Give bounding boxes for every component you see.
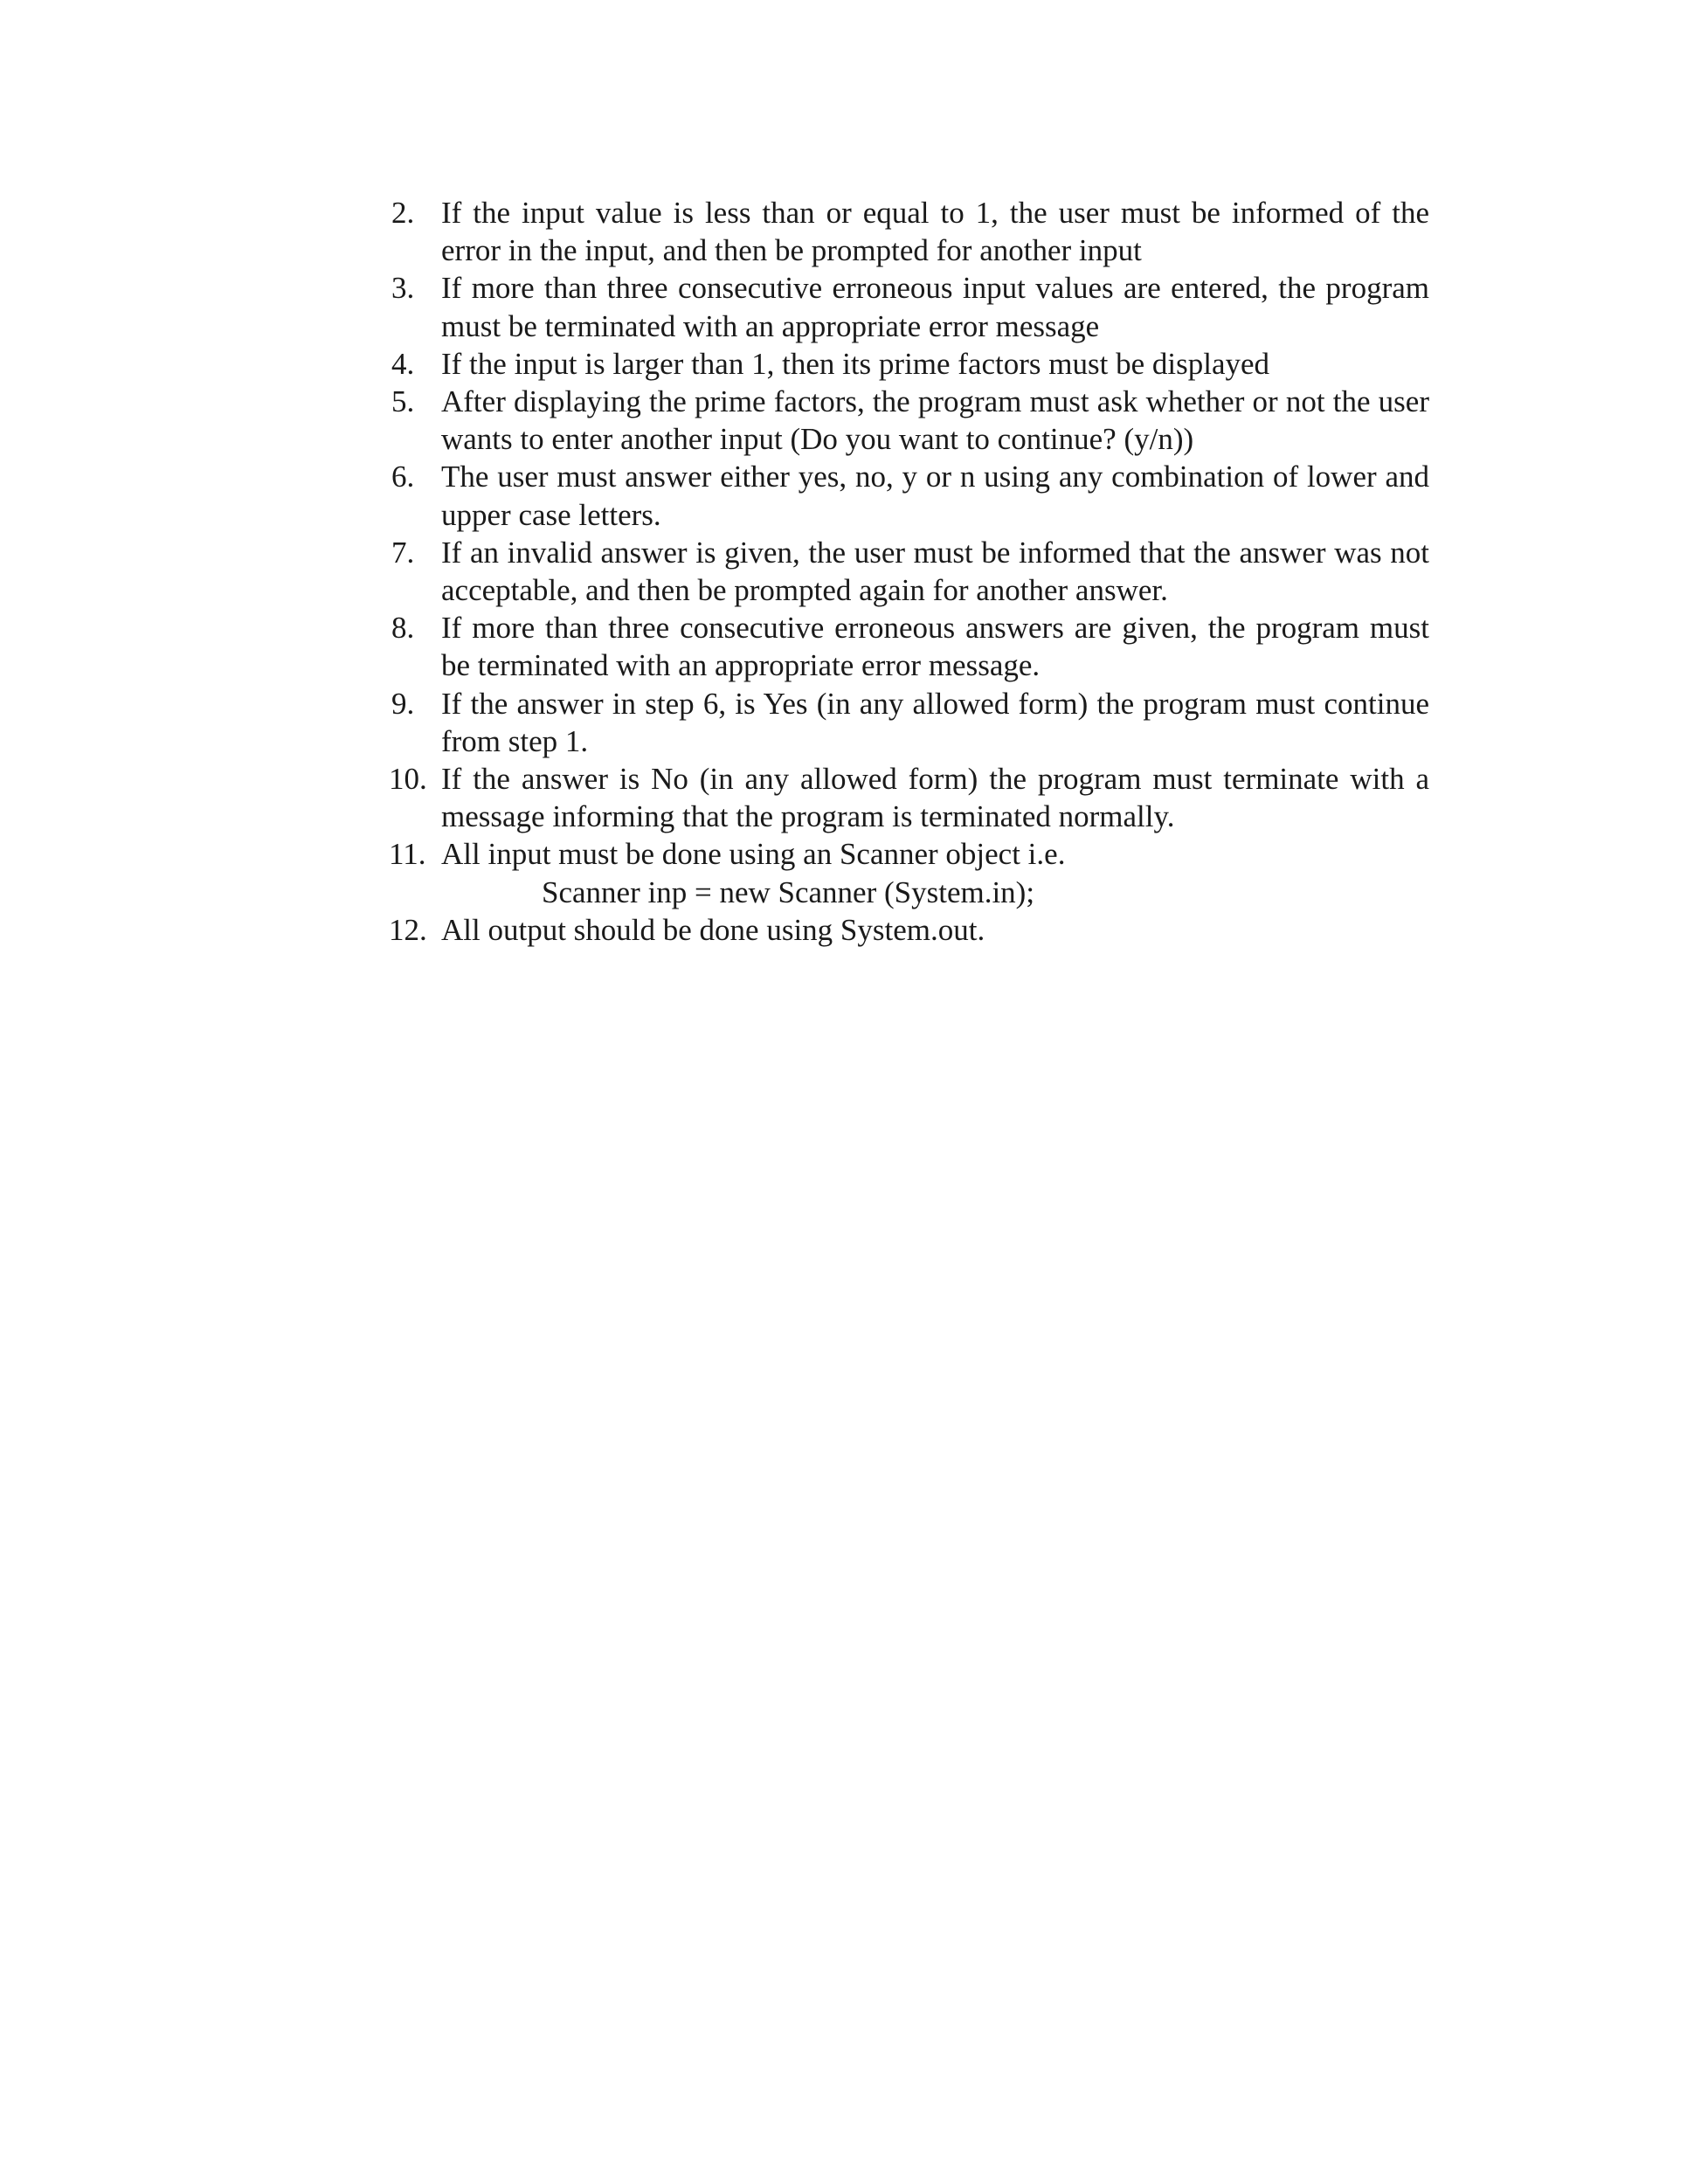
list-item-12 — [391, 911, 1429, 949]
item-number: 5. — [391, 384, 415, 419]
code-snippet: Scanner inp = new Scanner (System.in); — [542, 874, 1035, 909]
list-item-7 — [391, 534, 1429, 609]
item-text: If more than three consecutive erroneous input values are entered, the program must be terminated with an appropriate error message — [441, 271, 1429, 343]
item-text: All input must be done using an Scanner object i.e. — [441, 837, 1066, 872]
list-item-9 — [391, 685, 1429, 760]
item-number: 3. — [391, 271, 415, 306]
list-item-3 — [391, 269, 1429, 344]
item-text: The user must answer either yes, no, y or n using any combination of lower and upper case letters. — [441, 460, 1429, 532]
item-number: 4. — [391, 346, 415, 381]
requirements-list — [391, 194, 1429, 949]
item-text: If the answer in step 6, is Yes (in any allowed form) the program must continue from step 1. — [441, 686, 1429, 758]
item-text: After displaying the prime factors, the program must ask whether or not the user wants to enter another input (Do you want to continue? (y/n)) — [441, 384, 1429, 457]
item-text: All output should be done using System.out. — [441, 912, 985, 947]
list-item-5 — [391, 383, 1429, 458]
list-item-8 — [391, 609, 1429, 684]
list-item-2 — [391, 194, 1429, 269]
item-number: 8. — [391, 611, 415, 646]
item-number: 2. — [391, 196, 415, 230]
list-item-4 — [391, 345, 1429, 383]
item-number: 12. — [389, 912, 427, 947]
list-item-10 — [391, 760, 1429, 835]
item-number: 11. — [389, 837, 426, 872]
list-item-11 — [391, 835, 1429, 910]
item-number: 10. — [389, 762, 427, 797]
item-text: If the answer is No (in any allowed form) the program must terminate with a message informing that the program is terminated normally. — [441, 762, 1429, 834]
item-number: 6. — [391, 460, 415, 494]
item-number: 9. — [391, 686, 415, 721]
item-number: 7. — [391, 535, 415, 570]
item-text: If the input value is less than or equal to 1, the user must be informed of the error in the input, and then be prompted for another input — [441, 196, 1429, 268]
item-text: If an invalid answer is given, the user must be informed that the answer was not acceptable, and then be prompted again for another answer. — [441, 535, 1429, 608]
list-item-6 — [391, 458, 1429, 533]
item-text: If the input is larger than 1, then its prime factors must be displayed — [441, 346, 1270, 381]
item-text: If more than three consecutive erroneous answers are given, the program must be terminated with an appropriate error message. — [441, 611, 1429, 683]
